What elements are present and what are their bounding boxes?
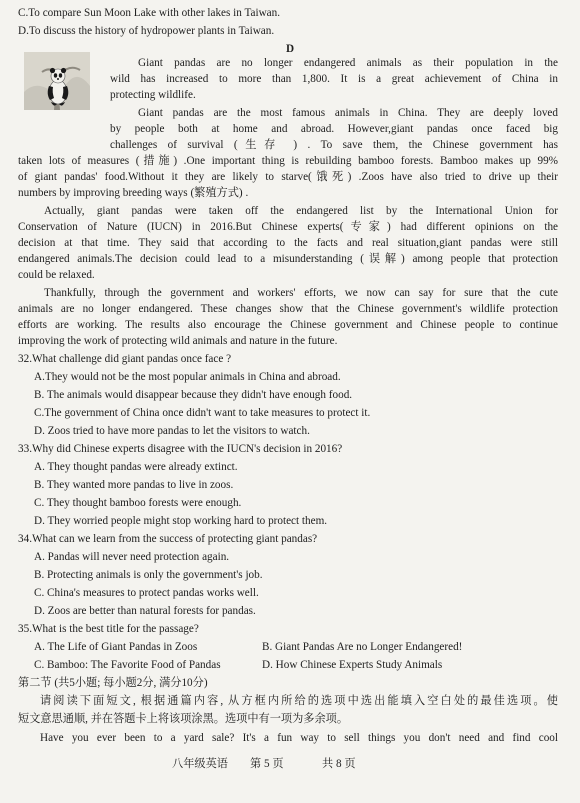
q34-option-b: B. Protecting animals is only the government's job. [34,569,263,581]
prev-option-d: D.To discuss the history of hydropower plants in Taiwan. [18,25,275,37]
section2-instructions-line-1: 请阅读下面短文, 根据通篇内容, 从方框内所给的选项中选出能填入空白处的最佳选项。使 [40,695,558,707]
q34-stem: 34.What can we learn from the success of protecting giant pandas? [18,533,318,545]
p2-line-4: taken lots of measures (措施) .One important thing is rebuilding bamboo forests. Bamboo makes up 99% [18,155,558,167]
p3-line-5: could be relaxed. [18,269,95,281]
q35-stem: 35.What is the best title for the passage? [18,623,199,635]
p1-line-3: protecting wildlife. [110,89,196,101]
p4-line-2: animals are no longer endangered. These changes show that the Chinese government's wildlife protection [18,303,558,315]
p3-line-1: Actually, giant pandas were taken off the endangered list by the International Union for [44,205,558,217]
q34-option-a: A. Pandas will never need protection again. [34,551,230,563]
prev-option-c: C.To compare Sun Moon Lake with other lakes in Taiwan. [18,7,281,19]
q33-stem: 33.Why did Chinese experts disagree with the IUCN's decision in 2016? [18,443,343,455]
p4-line-1: Thankfully, through the government and workers' efforts, we now can say for sure that the cute [44,287,558,299]
p4-line-3: efforts are working. The results also encourage the Chinese government and Chinese people to continue [18,319,558,331]
footer-page-number: 第 5 页 [250,758,284,770]
footer-total-pages: 共 8 页 [322,758,356,770]
section2-instructions-line-2: 短文意思通顺, 并在答题卡上将该项涂黑。选项中有一项为多余项。 [18,713,349,725]
q32-option-d: D. Zoos tried to have more pandas to let the visitors to watch. [34,425,310,437]
q35-option-c: C. Bamboo: The Favorite Food of Pandas [34,659,221,671]
p1-line-1: Giant pandas are no longer endangered animals as their population in the [138,57,558,69]
p4-line-4: improving the work of protecting wild animals and nature in the future. [18,335,338,347]
q33-option-d: D. They worried people might stop working hard to protect them. [34,515,328,527]
q32-option-c: C.The government of China once didn't want to take measures to protect it. [34,407,371,419]
q33-option-b: B. They wanted more pandas to live in zoos. [34,479,234,491]
panda-illustration-icon [24,52,90,110]
q34-option-d: D. Zoos are better than natural forests for pandas. [34,605,256,617]
p3-line-4: endangered animals.The decision could lead to a misunderstanding (误解) among people that protection [18,253,558,265]
p2-line-3: challenges of survival (生存 ) . To save them, the Chinese government has [110,139,558,151]
q34-option-c: C. China's measures to protect pandas works well. [34,587,259,599]
q33-option-c: C. They thought bamboo forests were enough. [34,497,242,509]
p3-line-2: Conservation of Nature (IUCN) in 2016.But Chinese experts(专家) had different opinions on the [18,221,558,233]
p3-line-3: decision at that time. They said that according to the facts and real situation,giant pandas were still [18,237,558,249]
footer-subject: 八年级英语 [172,758,228,770]
p1-line-2: wild has increased to more than 1,800. It is a great achievement of China in [110,73,558,85]
q35-option-d: D. How Chinese Experts Study Animals [262,659,443,671]
q35-option-a: A. The Life of Giant Pandas in Zoos [34,641,198,653]
q32-option-b: B. The animals would disappear because they didn't have enough food. [34,389,353,401]
q33-option-a: A. They thought pandas were already extinct. [34,461,238,473]
section-label-d: D [285,43,295,55]
p2-line-6: numbers by improving breeding ways (繁殖方式) . [18,187,249,199]
p2-line-2: by people both at home and abroad. However,giant pandas once faced big [110,123,558,135]
q32-stem: 32.What challenge did giant pandas once face ? [18,353,232,365]
section2-heading: 第二节 (共5小题; 每小题2分, 满分10分) [18,677,208,689]
section2-passage-start: Have you ever been to a yard sale? It's a fun way to sell things you don't need and find cool [40,732,558,744]
q35-option-b: B. Giant Pandas Are no Longer Endangered! [262,641,463,653]
p2-line-5: of giant pandas' food.Without it they are likely to starve(饿死) .Zoos have also tried to drive up their [18,171,558,183]
p2-line-1: Giant pandas are the most famous animals in China. They are deeply loved [138,107,558,119]
q32-option-a: A.They would not be the most popular animals in China and abroad. [34,371,341,383]
giant-panda-photo [24,52,90,110]
